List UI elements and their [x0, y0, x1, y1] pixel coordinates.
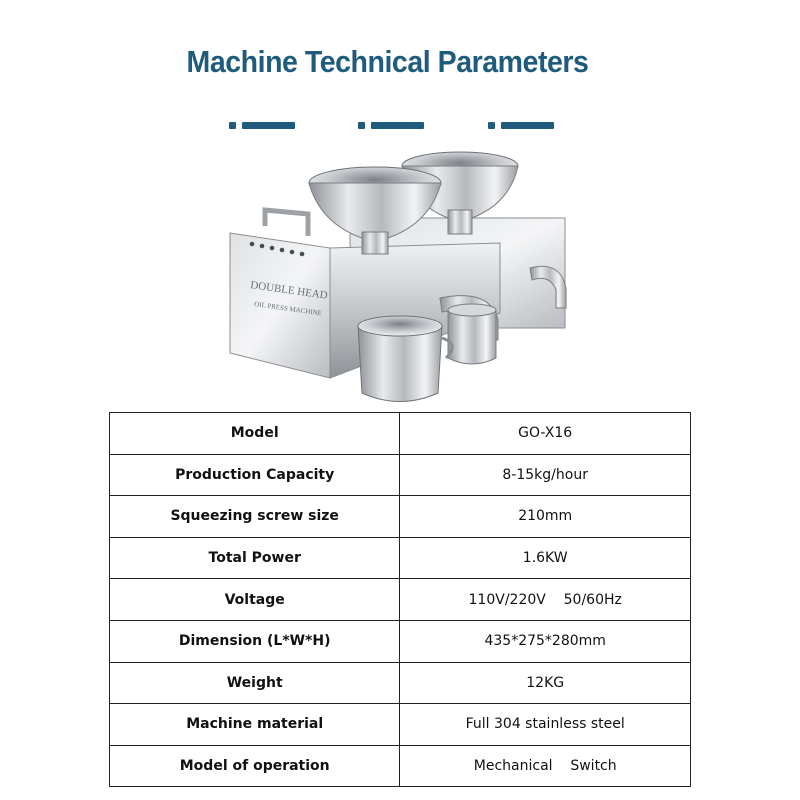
parameter-value: 1.6KW	[400, 537, 691, 579]
table-row	[110, 496, 691, 538]
parameter-label: Total Power	[110, 537, 400, 579]
table-row	[110, 579, 691, 621]
parameter-value: GO-X16	[400, 413, 691, 455]
parameters-table	[109, 412, 691, 787]
page-title: Machine Technical Parameters	[186, 44, 589, 79]
table-row	[110, 704, 691, 746]
parameter-label: Model	[110, 413, 400, 455]
parameter-value: 210mm	[400, 496, 691, 538]
parameter-label: Weight	[110, 662, 400, 704]
machine-label-line2: OIL PRESS MACHINE	[253, 300, 323, 318]
parameter-label: Machine material	[110, 704, 400, 746]
parameter-label: Squeezing screw size	[110, 496, 400, 538]
parameter-value: Mechanical Switch	[400, 745, 691, 787]
table-row	[110, 537, 691, 579]
table-row	[110, 454, 691, 496]
table-row	[110, 413, 691, 455]
parameter-label: Voltage	[110, 579, 400, 621]
parameter-label: Model of operation	[110, 745, 400, 787]
parameter-value: 110V/220V 50/60Hz	[400, 579, 691, 621]
machine-label-line1: DOUBLE HEAD	[249, 279, 329, 302]
parameter-label: Production Capacity	[110, 454, 400, 496]
table-row	[110, 662, 691, 704]
title-divider	[0, 122, 800, 132]
parameter-value: 8-15kg/hour	[400, 454, 691, 496]
parameter-label: Dimension (L*W*H)	[110, 620, 400, 662]
parameter-value: 12KG	[400, 662, 691, 704]
parameter-value: 435*275*280mm	[400, 620, 691, 662]
table-row	[110, 620, 691, 662]
table-row	[110, 745, 691, 787]
parameter-value: Full 304 stainless steel	[400, 704, 691, 746]
oil-press-machine-image	[210, 148, 590, 413]
